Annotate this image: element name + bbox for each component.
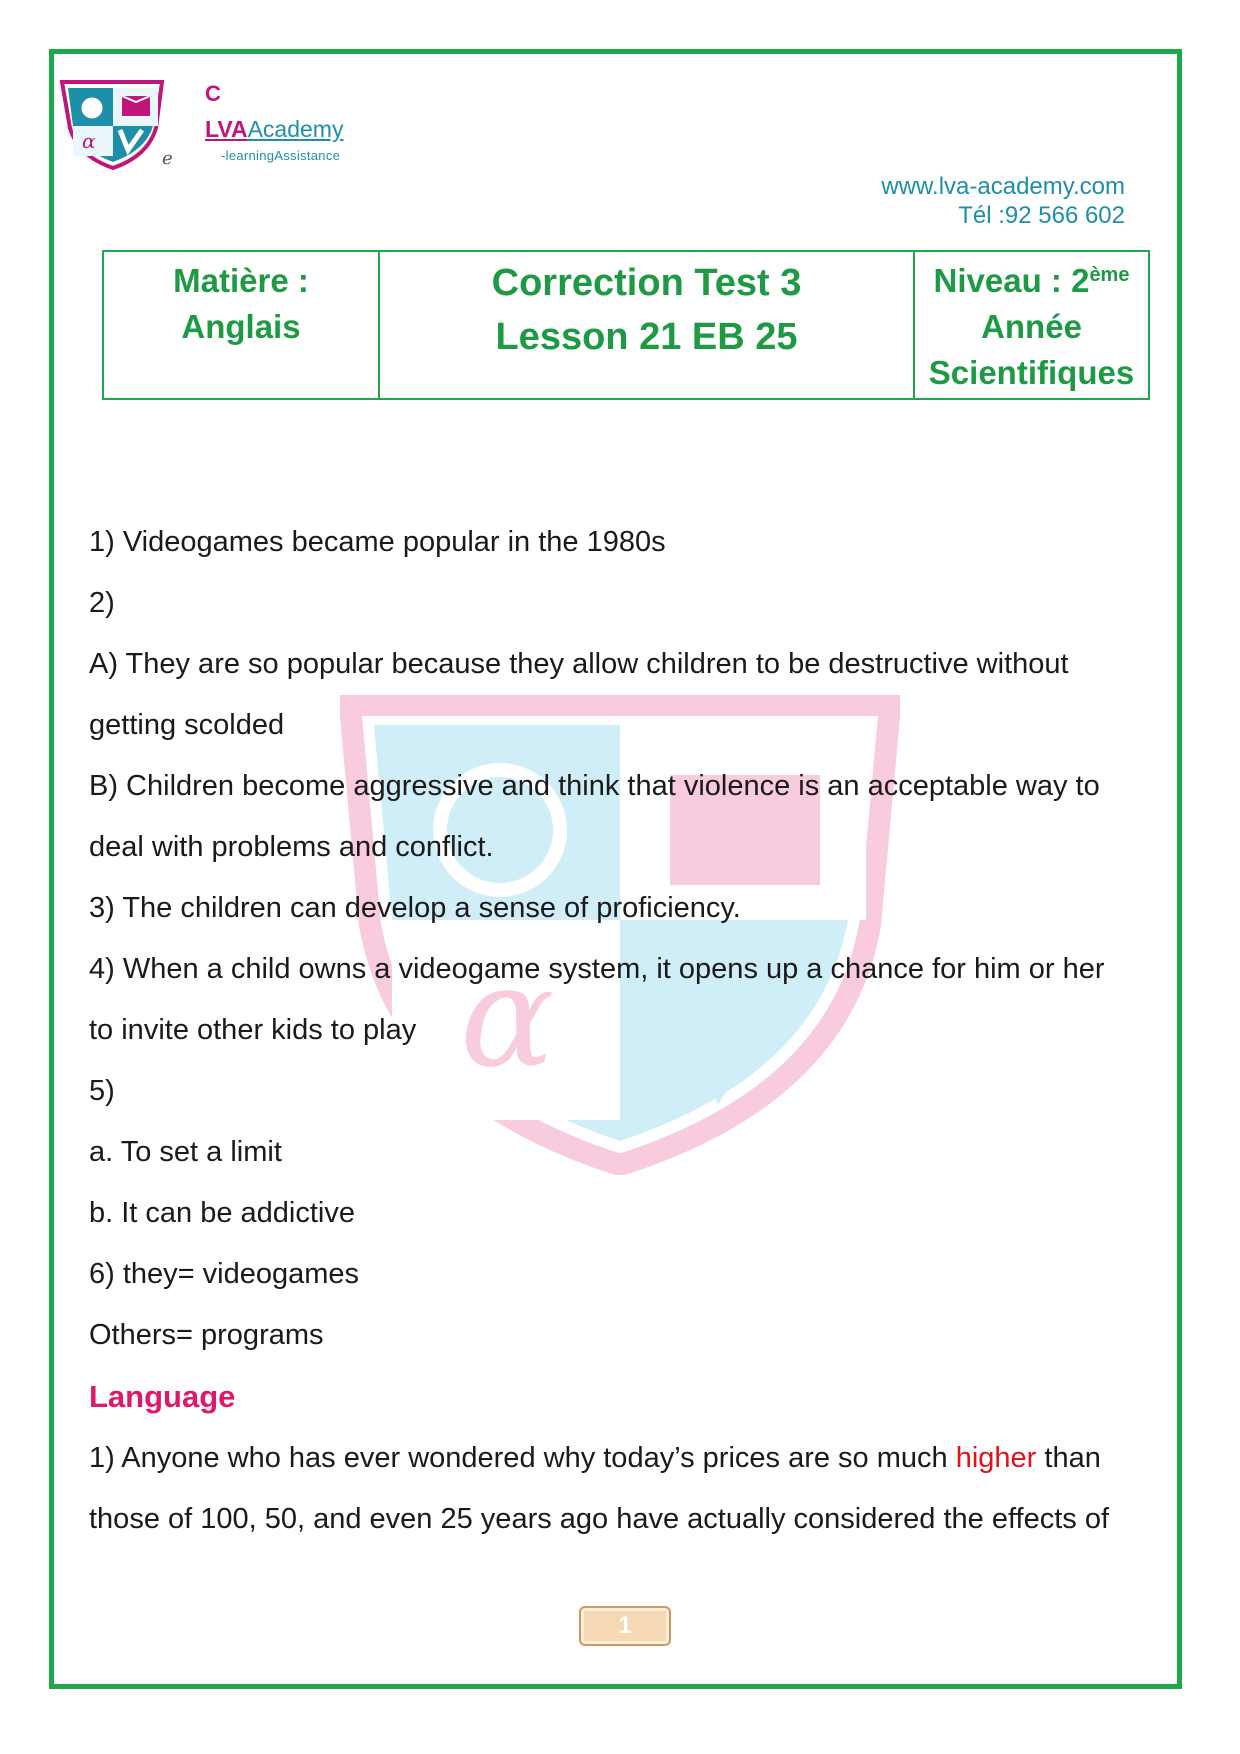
answer-content xyxy=(89,512,1169,1550)
level-sup: ème xyxy=(1089,264,1130,286)
website-link[interactable]: www.lva-academy.com xyxy=(881,173,1125,200)
level-line-1 xyxy=(916,258,1147,304)
header-table xyxy=(102,250,1150,400)
answer-line: getting scolded xyxy=(89,709,285,741)
brand-name xyxy=(205,116,343,142)
level-label: Niveau : 2 xyxy=(933,262,1090,299)
lva-academy-logo xyxy=(58,78,168,170)
answer-line: to invite other kids to play xyxy=(89,1014,417,1046)
answer-line: B) Children become aggressive and think that violence is an acceptable way to xyxy=(89,770,1100,802)
language-heading: Language xyxy=(89,1379,236,1414)
language-line-1 xyxy=(89,1428,1169,1489)
answer-line: b. It can be addictive xyxy=(89,1197,355,1229)
brand-c-mark: C xyxy=(205,81,221,106)
page-number-badge: 1 xyxy=(579,1606,671,1646)
answer-line: Others= programs xyxy=(89,1319,324,1351)
svg-text:α: α xyxy=(460,936,555,1099)
language-line-1-start: 1) Anyone who has ever wondered why today’s prices are so much xyxy=(89,1442,956,1474)
language-line-2: those of 100, 50, and even 25 years ago have actually considered the effects of xyxy=(89,1503,1109,1535)
phone-number: Tél :92 566 602 xyxy=(958,202,1125,229)
language-line-1-end: than xyxy=(1036,1442,1101,1474)
title-cell xyxy=(379,251,914,399)
level-cell xyxy=(914,251,1149,399)
level-line-3: Scientifiques xyxy=(928,354,1135,391)
title-line-1: Correction Test 3 xyxy=(491,262,802,304)
brand-block xyxy=(205,82,343,163)
answer-line: a. To set a limit xyxy=(89,1136,282,1168)
level-line-2: Année xyxy=(981,308,1082,345)
subject-label: Matière : xyxy=(173,262,309,299)
brand-lva: LVA xyxy=(205,116,248,142)
answer-line: deal with problems and conflict. xyxy=(89,831,494,863)
subject-value: Anglais xyxy=(181,308,301,345)
brand-tagline: -learningAssistance xyxy=(221,148,341,163)
title-line-2: Lesson 21 EB 25 xyxy=(495,316,798,358)
contact-block xyxy=(881,172,1125,230)
answer-line: 4) When a child owns a videogame system, it opens up a chance for him or her xyxy=(89,953,1105,985)
svg-text:α: α xyxy=(82,129,96,153)
brand-e-mark: e xyxy=(162,148,173,169)
brand-academy: Academy xyxy=(247,116,344,142)
answer-line: A) They are so popular because they allow children to be destructive without xyxy=(89,648,1069,680)
highlighted-word: higher xyxy=(955,1442,1037,1474)
answer-line: 6) they= videogames xyxy=(89,1258,360,1290)
answer-line: 2) xyxy=(89,587,115,619)
answer-line: 5) xyxy=(89,1075,115,1107)
subject-cell xyxy=(103,251,379,399)
answer-line: 3) The children can develop a sense of proficiency. xyxy=(89,892,741,924)
answer-line: 1) Videogames became popular in the 1980s xyxy=(89,526,666,558)
